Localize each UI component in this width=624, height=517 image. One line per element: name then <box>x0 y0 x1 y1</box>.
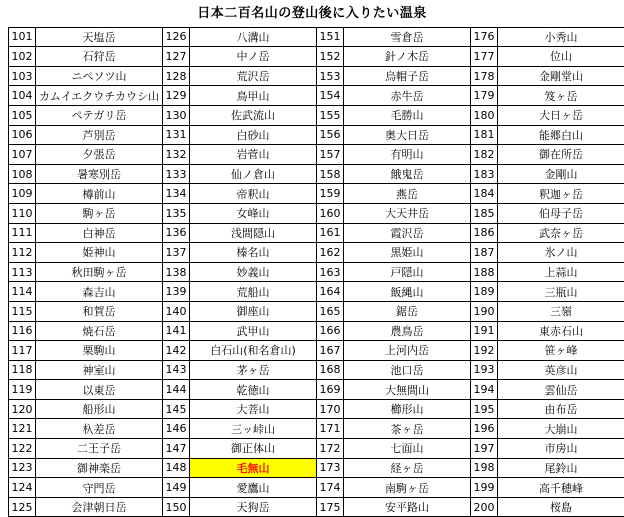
mountain-name-cell: 樽前山 <box>36 184 163 204</box>
mountain-number-cell: 154 <box>317 86 344 106</box>
mountain-name-cell: 乾徳山 <box>190 380 317 400</box>
mountain-number-cell: 151 <box>317 27 344 47</box>
mountain-name-cell: 氷ノ山 <box>498 243 624 263</box>
mountain-name-cell: 大無間山 <box>344 380 471 400</box>
mountain-name-cell: 大崩山 <box>498 419 624 439</box>
table-row <box>9 458 624 478</box>
table-row <box>9 105 624 125</box>
table-row <box>9 145 624 165</box>
mountain-number-cell: 111 <box>9 223 36 243</box>
mountain-name-cell: 大菩山 <box>190 399 317 419</box>
mountain-number-cell: 162 <box>317 243 344 263</box>
table-row <box>9 439 624 459</box>
mountain-number-cell: 131 <box>163 125 190 145</box>
mountain-name-cell: 池口岳 <box>344 360 471 380</box>
mountain-name-cell: 駒ヶ岳 <box>36 203 163 223</box>
mountain-name-cell: 仙ノ倉山 <box>190 164 317 184</box>
mountain-number-cell: 159 <box>317 184 344 204</box>
mountain-name-cell: 笈ヶ岳 <box>498 86 624 106</box>
mountain-number-cell: 179 <box>471 86 498 106</box>
mountain-number-cell: 112 <box>9 243 36 263</box>
mountain-number-cell: 189 <box>471 282 498 302</box>
mountain-name-cell: 烏帽子岳 <box>344 66 471 86</box>
mountain-name-cell: 杁差岳 <box>36 419 163 439</box>
mountain-number-cell: 145 <box>163 399 190 419</box>
mountain-name-cell: 荒船山 <box>190 282 317 302</box>
mountain-name-cell: 会津朝日岳 <box>36 497 163 517</box>
mountain-name-cell: 安平路山 <box>344 497 471 517</box>
mountain-number-cell: 127 <box>163 47 190 67</box>
mountain-number-cell: 170 <box>317 399 344 419</box>
mountain-name-cell: 飯縄山 <box>344 282 471 302</box>
mountain-name-cell: 御神楽岳 <box>36 458 163 478</box>
mountain-number-cell: 172 <box>317 439 344 459</box>
table-row <box>9 262 624 282</box>
mountain-name-cell: 市房山 <box>498 439 624 459</box>
mountain-name-cell: 燕岳 <box>344 184 471 204</box>
mountain-name-cell: 小秀山 <box>498 27 624 47</box>
mountain-name-cell: 愛鷹山 <box>190 478 317 498</box>
mountain-number-cell: 139 <box>163 282 190 302</box>
mountain-name-cell: 東赤石山 <box>498 321 624 341</box>
mountain-name-cell: 桜島 <box>498 497 624 517</box>
table-row <box>9 321 624 341</box>
mountain-number-cell: 118 <box>9 360 36 380</box>
mountain-number-cell: 186 <box>471 223 498 243</box>
mountain-number-cell: 181 <box>471 125 498 145</box>
mountain-name-cell: 上蒜山 <box>498 262 624 282</box>
mountain-number-cell: 122 <box>9 439 36 459</box>
mountain-number-cell: 173 <box>317 458 344 478</box>
mountain-number-cell: 150 <box>163 497 190 517</box>
mountain-number-cell: 169 <box>317 380 344 400</box>
mountain-name-cell: 女峰山 <box>190 203 317 223</box>
mountain-name-cell: 御座山 <box>190 301 317 321</box>
mountain-name-cell: 森吉山 <box>36 282 163 302</box>
mountain-number-cell: 167 <box>317 341 344 361</box>
mountain-number-cell: 193 <box>471 360 498 380</box>
mountain-number-cell: 175 <box>317 497 344 517</box>
mountain-name-cell: 天塩岳 <box>36 27 163 47</box>
mountain-name-cell: 黒姫山 <box>344 243 471 263</box>
mountain-name-cell: 七面山 <box>344 439 471 459</box>
mountain-number-cell: 197 <box>471 439 498 459</box>
mountain-name-cell: 中ノ岳 <box>190 47 317 67</box>
table-row <box>9 380 624 400</box>
table-row <box>9 184 624 204</box>
mountain-number-cell: 158 <box>317 164 344 184</box>
mountain-number-cell: 137 <box>163 243 190 263</box>
mountain-table-wrapper <box>0 27 624 517</box>
mountain-name-cell: 雲仙岳 <box>498 380 624 400</box>
mountain-number-cell: 146 <box>163 419 190 439</box>
table-row <box>9 243 624 263</box>
table-row <box>9 341 624 361</box>
mountain-name-cell: 天狗岳 <box>190 497 317 517</box>
page-title: 日本二百名山の登山後に入りたい温泉 <box>0 0 624 27</box>
mountain-number-cell: 182 <box>471 145 498 165</box>
mountain-number-cell: 166 <box>317 321 344 341</box>
mountain-number-cell: 120 <box>9 399 36 419</box>
mountain-number-cell: 174 <box>317 478 344 498</box>
mountain-name-cell: 釈迦ヶ岳 <box>498 184 624 204</box>
mountain-name-cell: 三瓶山 <box>498 282 624 302</box>
mountain-number-cell: 126 <box>163 27 190 47</box>
table-row <box>9 203 624 223</box>
mountain-number-cell: 163 <box>317 262 344 282</box>
mountain-number-cell: 142 <box>163 341 190 361</box>
mountain-name-cell: 餓鬼岳 <box>344 164 471 184</box>
mountain-name-cell: 尾鈴山 <box>498 458 624 478</box>
mountain-number-cell: 116 <box>9 321 36 341</box>
table-row <box>9 47 624 67</box>
mountain-name-cell: 二王子岳 <box>36 439 163 459</box>
mountain-number-cell: 160 <box>317 203 344 223</box>
mountain-table <box>8 27 624 517</box>
mountain-name-cell: 櫛形山 <box>344 399 471 419</box>
mountain-name-cell: 姫神山 <box>36 243 163 263</box>
mountain-name-cell: 石狩岳 <box>36 47 163 67</box>
mountain-number-cell: 140 <box>163 301 190 321</box>
mountain-name-cell: 由布岳 <box>498 399 624 419</box>
mountain-name-cell: 三嶺 <box>498 301 624 321</box>
table-row <box>9 125 624 145</box>
mountain-name-cell: 岩菅山 <box>190 145 317 165</box>
mountain-number-cell: 199 <box>471 478 498 498</box>
mountain-number-cell: 183 <box>471 164 498 184</box>
mountain-name-cell: 農鳥岳 <box>344 321 471 341</box>
mountain-number-cell: 191 <box>471 321 498 341</box>
mountain-name-cell: 霞沢岳 <box>344 223 471 243</box>
mountain-number-cell: 130 <box>163 105 190 125</box>
mountain-number-cell: 149 <box>163 478 190 498</box>
mountain-number-cell: 184 <box>471 184 498 204</box>
mountain-number-cell: 185 <box>471 203 498 223</box>
mountain-number-cell: 129 <box>163 86 190 106</box>
mountain-number-cell: 103 <box>9 66 36 86</box>
mountain-number-cell: 168 <box>317 360 344 380</box>
mountain-name-cell: 榛名山 <box>190 243 317 263</box>
mountain-number-cell: 136 <box>163 223 190 243</box>
mountain-name-cell: 笹ヶ峰 <box>498 341 624 361</box>
mountain-number-cell: 147 <box>163 439 190 459</box>
mountain-name-cell: 栗駒山 <box>36 341 163 361</box>
mountain-name-cell: 芦別岳 <box>36 125 163 145</box>
mountain-number-cell: 188 <box>471 262 498 282</box>
mountain-name-cell: 武甲山 <box>190 321 317 341</box>
mountain-name-cell: 焼石岳 <box>36 321 163 341</box>
mountain-number-cell: 123 <box>9 458 36 478</box>
mountain-number-cell: 194 <box>471 380 498 400</box>
mountain-name-cell: 神室山 <box>36 360 163 380</box>
mountain-number-cell: 109 <box>9 184 36 204</box>
mountain-name-cell: 南駒ヶ岳 <box>344 478 471 498</box>
mountain-name-cell: ペテガリ岳 <box>36 105 163 125</box>
mountain-name-cell: 武奈ヶ岳 <box>498 223 624 243</box>
mountain-name-cell: 針ノ木岳 <box>344 47 471 67</box>
mountain-number-cell: 101 <box>9 27 36 47</box>
mountain-name-cell: 秋田駒ヶ岳 <box>36 262 163 282</box>
mountain-name-cell: カムイエクウチカウシ山 <box>36 86 163 106</box>
mountain-number-cell: 133 <box>163 164 190 184</box>
table-row <box>9 478 624 498</box>
mountain-name-cell: 御正体山 <box>190 439 317 459</box>
mountain-number-cell: 156 <box>317 125 344 145</box>
table-row <box>9 223 624 243</box>
mountain-name-cell: 上河内岳 <box>344 341 471 361</box>
mountain-name-cell: 戸隠山 <box>344 262 471 282</box>
mountain-name-cell: 白石山(和名倉山) <box>190 341 317 361</box>
mountain-name-cell: 経ヶ岳 <box>344 458 471 478</box>
mountain-number-cell: 198 <box>471 458 498 478</box>
mountain-number-cell: 117 <box>9 341 36 361</box>
mountain-number-cell: 187 <box>471 243 498 263</box>
mountain-name-cell: 夕張岳 <box>36 145 163 165</box>
mountain-number-cell: 176 <box>471 27 498 47</box>
mountain-number-cell: 143 <box>163 360 190 380</box>
mountain-number-cell: 125 <box>9 497 36 517</box>
mountain-name-cell: 船形山 <box>36 399 163 419</box>
mountain-name-cell: 荒沢岳 <box>190 66 317 86</box>
mountain-name-cell: 白砂山 <box>190 125 317 145</box>
mountain-name-cell: 高千穂峰 <box>498 478 624 498</box>
table-row <box>9 399 624 419</box>
mountain-number-cell: 124 <box>9 478 36 498</box>
mountain-number-cell: 128 <box>163 66 190 86</box>
mountain-number-cell: 104 <box>9 86 36 106</box>
mountain-number-cell: 155 <box>317 105 344 125</box>
mountain-name-cell: 大天井岳 <box>344 203 471 223</box>
table-row <box>9 27 624 47</box>
table-row <box>9 282 624 302</box>
mountain-number-cell: 106 <box>9 125 36 145</box>
mountain-name-cell: 位山 <box>498 47 624 67</box>
mountain-name-cell: 伯母子岳 <box>498 203 624 223</box>
mountain-name-cell: 妙義山 <box>190 262 317 282</box>
mountain-name-cell: 有明山 <box>344 145 471 165</box>
mountain-number-cell: 153 <box>317 66 344 86</box>
mountain-number-cell: 165 <box>317 301 344 321</box>
table-row <box>9 360 624 380</box>
mountain-name-cell: 金剛山 <box>498 164 624 184</box>
mountain-number-cell: 152 <box>317 47 344 67</box>
mountain-number-cell: 108 <box>9 164 36 184</box>
mountain-number-cell: 161 <box>317 223 344 243</box>
table-row <box>9 66 624 86</box>
mountain-number-cell: 132 <box>163 145 190 165</box>
mountain-name-cell: 能郷白山 <box>498 125 624 145</box>
mountain-number-cell: 121 <box>9 419 36 439</box>
mountain-number-cell: 171 <box>317 419 344 439</box>
mountain-name-cell: 以東岳 <box>36 380 163 400</box>
mountain-number-cell: 200 <box>471 497 498 517</box>
mountain-name-cell: 大日ヶ岳 <box>498 105 624 125</box>
table-row <box>9 497 624 517</box>
mountain-name-cell: 奥大日岳 <box>344 125 471 145</box>
mountain-number-cell: 180 <box>471 105 498 125</box>
mountain-number-cell: 119 <box>9 380 36 400</box>
mountain-number-cell: 144 <box>163 380 190 400</box>
mountain-name-cell: ニペソツ山 <box>36 66 163 86</box>
mountain-name-cell: 暑寒別岳 <box>36 164 163 184</box>
mountain-number-cell: 114 <box>9 282 36 302</box>
mountain-number-cell: 113 <box>9 262 36 282</box>
mountain-name-cell: 和賀岳 <box>36 301 163 321</box>
mountain-name-cell: 赤牛岳 <box>344 86 471 106</box>
mountain-name-cell: 毛勝山 <box>344 105 471 125</box>
mountain-number-cell: 164 <box>317 282 344 302</box>
mountain-name-cell: 八溝山 <box>190 27 317 47</box>
mountain-name-cell: 金剛堂山 <box>498 66 624 86</box>
mountain-name-cell: 鳥甲山 <box>190 86 317 106</box>
table-row <box>9 164 624 184</box>
mountain-number-cell: 148 <box>163 458 190 478</box>
mountain-name-cell: 茅ヶ岳 <box>190 360 317 380</box>
mountain-number-cell: 135 <box>163 203 190 223</box>
mountain-number-cell: 195 <box>471 399 498 419</box>
mountain-name-cell-highlighted: 毛無山 <box>190 458 317 478</box>
mountain-name-cell: 三ッ峠山 <box>190 419 317 439</box>
mountain-number-cell: 102 <box>9 47 36 67</box>
mountain-name-cell: 御在所岳 <box>498 145 624 165</box>
mountain-number-cell: 110 <box>9 203 36 223</box>
mountain-name-cell: 守門岳 <box>36 478 163 498</box>
table-row <box>9 301 624 321</box>
mountain-number-cell: 192 <box>471 341 498 361</box>
mountain-name-cell: 白神岳 <box>36 223 163 243</box>
mountain-number-cell: 115 <box>9 301 36 321</box>
mountain-number-cell: 190 <box>471 301 498 321</box>
mountain-number-cell: 107 <box>9 145 36 165</box>
mountain-number-cell: 105 <box>9 105 36 125</box>
mountain-name-cell: 佐武流山 <box>190 105 317 125</box>
mountain-number-cell: 141 <box>163 321 190 341</box>
mountain-number-cell: 157 <box>317 145 344 165</box>
mountain-number-cell: 177 <box>471 47 498 67</box>
mountain-number-cell: 134 <box>163 184 190 204</box>
mountain-name-cell: 茶ヶ岳 <box>344 419 471 439</box>
mountain-name-cell: 鋸岳 <box>344 301 471 321</box>
mountain-number-cell: 196 <box>471 419 498 439</box>
mountain-name-cell: 帝釈山 <box>190 184 317 204</box>
mountain-name-cell: 浅間隠山 <box>190 223 317 243</box>
mountain-number-cell: 138 <box>163 262 190 282</box>
mountain-name-cell: 英彦山 <box>498 360 624 380</box>
table-row <box>9 419 624 439</box>
mountain-name-cell: 雪倉岳 <box>344 27 471 47</box>
mountain-number-cell: 178 <box>471 66 498 86</box>
table-row <box>9 86 624 106</box>
